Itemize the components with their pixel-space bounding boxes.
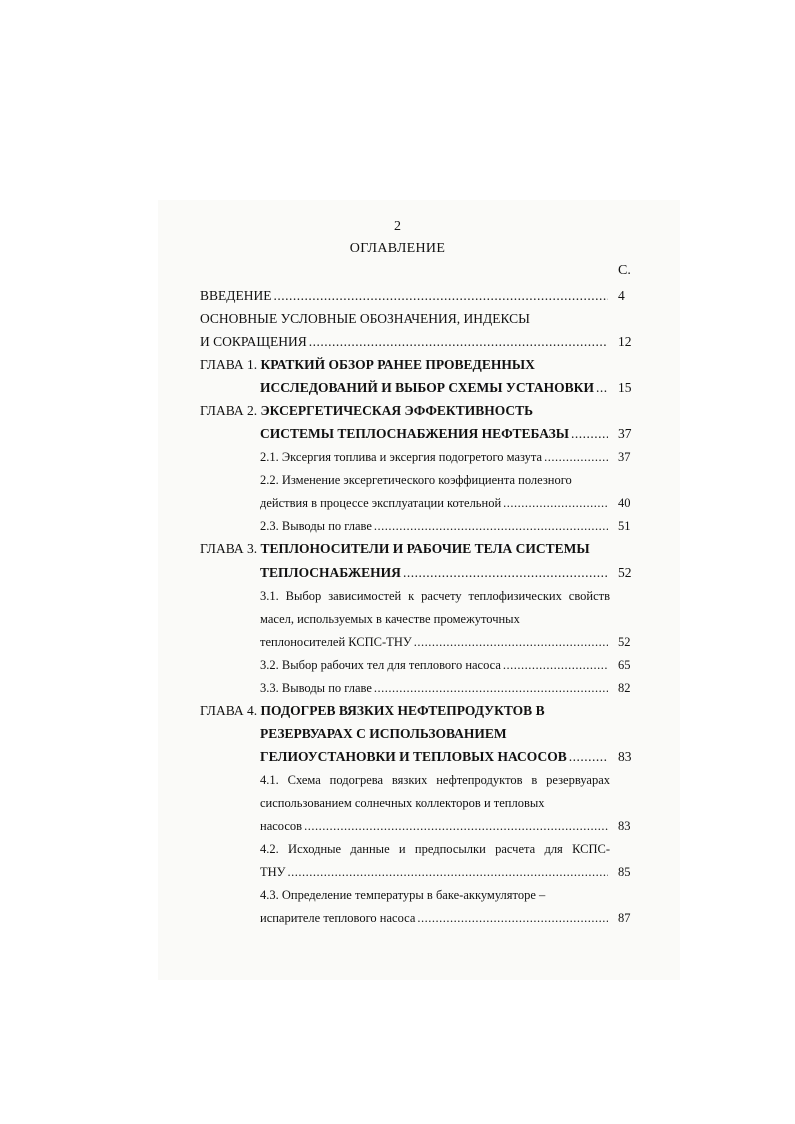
toc-section-3-3 (260, 678, 610, 698)
toc-entry-text: ВВЕДЕНИЕ (200, 288, 272, 303)
toc-section-3-1-line2: масел, используемых в качестве промежуточных (260, 612, 520, 626)
chapter-title: ПОДОГРЕВ ВЯЗКИХ НЕФТЕПРОДУКТОВ В (260, 703, 545, 718)
page-column-label: С. (618, 263, 631, 278)
toc-page-number: 85 (618, 865, 631, 879)
leader-dots (544, 447, 608, 467)
toc-page-number: 37 (618, 426, 632, 441)
chapter-title: ГЕЛИОУСТАНОВКИ И ТЕПЛОВЫХ НАСОСОВ (260, 749, 567, 764)
toc-page-number: 83 (618, 819, 631, 833)
toc-page-number: 4 (618, 288, 625, 303)
page-title: ОГЛАВЛЕНИЕ (349, 241, 446, 256)
leader-dots (403, 563, 608, 583)
section-title: 2.3. Выводы по главе (260, 519, 372, 533)
section-title: ТНУ (260, 865, 286, 879)
chapter-title: КРАТКИЙ ОБЗОР РАНЕЕ ПРОВЕДЕННЫХ (260, 357, 535, 372)
toc-section-4-1 (260, 816, 610, 836)
page-number: 2 (394, 219, 401, 234)
chapter-title: ТЕПЛОСНАБЖЕНИЯ (260, 565, 401, 580)
toc-chapter-1-heading (200, 355, 535, 375)
leader-dots (288, 862, 608, 882)
toc-chapter-1 (260, 378, 610, 398)
toc-entry-notation-line1: ОСНОВНЫЕ УСЛОВНЫЕ ОБОЗНАЧЕНИЯ, ИНДЕКСЫ (200, 311, 530, 326)
section-title: действия в процессе эксплуатации котельной (260, 496, 502, 510)
toc-section-2-3 (260, 516, 610, 536)
toc-page-number: 87 (618, 911, 631, 925)
toc-chapter-3 (260, 563, 610, 583)
leader-dots (273, 286, 608, 306)
chapter-title: ТЕПЛОНОСИТЕЛИ И РАБОЧИЕ ТЕЛА СИСТЕМЫ (260, 541, 590, 556)
chapter-title: ИССЛЕДОВАНИЙ И ВЫБОР СХЕМЫ УСТАНОВКИ (260, 380, 594, 395)
chapter-label: ГЛАВА 2. (200, 403, 258, 418)
toc-section-4-2 (260, 862, 610, 882)
toc-section-3-1-line1: 3.1. Выбор зависимостей к расчету теплофизических свойств (260, 589, 610, 603)
toc-section-2-2-line1: 2.2. Изменение эксергетического коэффициента полезного (260, 473, 572, 487)
toc-page-number: 15 (618, 380, 632, 395)
chapter-title: РЕЗЕРВУАРАХ С ИСПОЛЬЗОВАНИЕМ (260, 726, 507, 741)
toc-entry-text: И СОКРАЩЕНИЯ (200, 334, 307, 349)
toc-section-4-3 (260, 908, 610, 928)
toc-chapter-2 (260, 424, 610, 444)
chapter-title: ЭКСЕРГЕТИЧЕСКАЯ ЭФФЕКТИВНОСТЬ (260, 403, 534, 418)
chapter-label: ГЛАВА 1. (200, 357, 258, 372)
toc-page-number: 37 (618, 450, 631, 464)
toc-entry-notation (200, 332, 610, 352)
section-title: теплоносителей КСПС-ТНУ (260, 635, 412, 649)
toc-page-number: 12 (618, 334, 632, 349)
toc-entry-intro (200, 286, 610, 306)
leader-dots (569, 747, 608, 767)
section-title: испарителе теплового насоса (260, 911, 416, 925)
toc-page-number: 40 (618, 496, 631, 510)
toc-chapter-4 (260, 747, 610, 767)
toc-section-4-1-line2: сиспользованием солнечных коллекторов и тепловых (260, 796, 545, 810)
section-title: 3.2. Выбор рабочих тел для теплового насоса (260, 658, 501, 672)
leader-dots (571, 424, 608, 444)
toc-chapter-4-line2 (260, 724, 507, 744)
toc-page-number: 51 (618, 519, 631, 533)
toc-section-2-2 (260, 493, 610, 513)
toc-section-3-2 (260, 655, 610, 675)
leader-dots (304, 816, 608, 836)
section-title: 3.3. Выводы по главе (260, 681, 372, 695)
toc-section-3-1 (260, 632, 610, 652)
chapter-label: ГЛАВА 4. (200, 703, 258, 718)
toc-page-number: 83 (618, 749, 632, 764)
toc-chapter-4-heading (200, 701, 545, 721)
toc-page-number: 65 (618, 658, 631, 672)
toc-section-4-3-line1: 4.3. Определение температуры в баке-аккумуляторе – (260, 888, 546, 902)
toc-page-number: 52 (618, 565, 632, 580)
chapter-title: СИСТЕМЫ ТЕПЛОСНАБЖЕНИЯ НЕФТЕБАЗЫ (260, 426, 569, 441)
leader-dots (503, 493, 608, 513)
toc-page-number: 52 (618, 635, 631, 649)
toc-page-number: 82 (618, 681, 631, 695)
leader-dots (374, 678, 608, 698)
leader-dots (596, 378, 608, 398)
toc-chapter-2-heading (200, 401, 533, 421)
leader-dots (374, 516, 608, 536)
toc-section-4-2-line1: 4.2. Исходные данные и предпосылки расчета для КСПС- (260, 842, 610, 856)
toc-section-4-1-line1: 4.1. Схема подогрева вязких нефтепродуктов в резервуарах (260, 773, 610, 787)
leader-dots (417, 908, 608, 928)
leader-dots (414, 632, 608, 652)
leader-dots (503, 655, 608, 675)
toc-section-2-1 (260, 447, 610, 467)
section-title: 2.1. Эксергия топлива и эксергия подогретого мазута (260, 450, 543, 464)
toc-chapter-3-heading (200, 539, 590, 559)
section-title: насосов (260, 819, 303, 833)
leader-dots (309, 332, 608, 352)
chapter-label: ГЛАВА 3. (200, 541, 258, 556)
